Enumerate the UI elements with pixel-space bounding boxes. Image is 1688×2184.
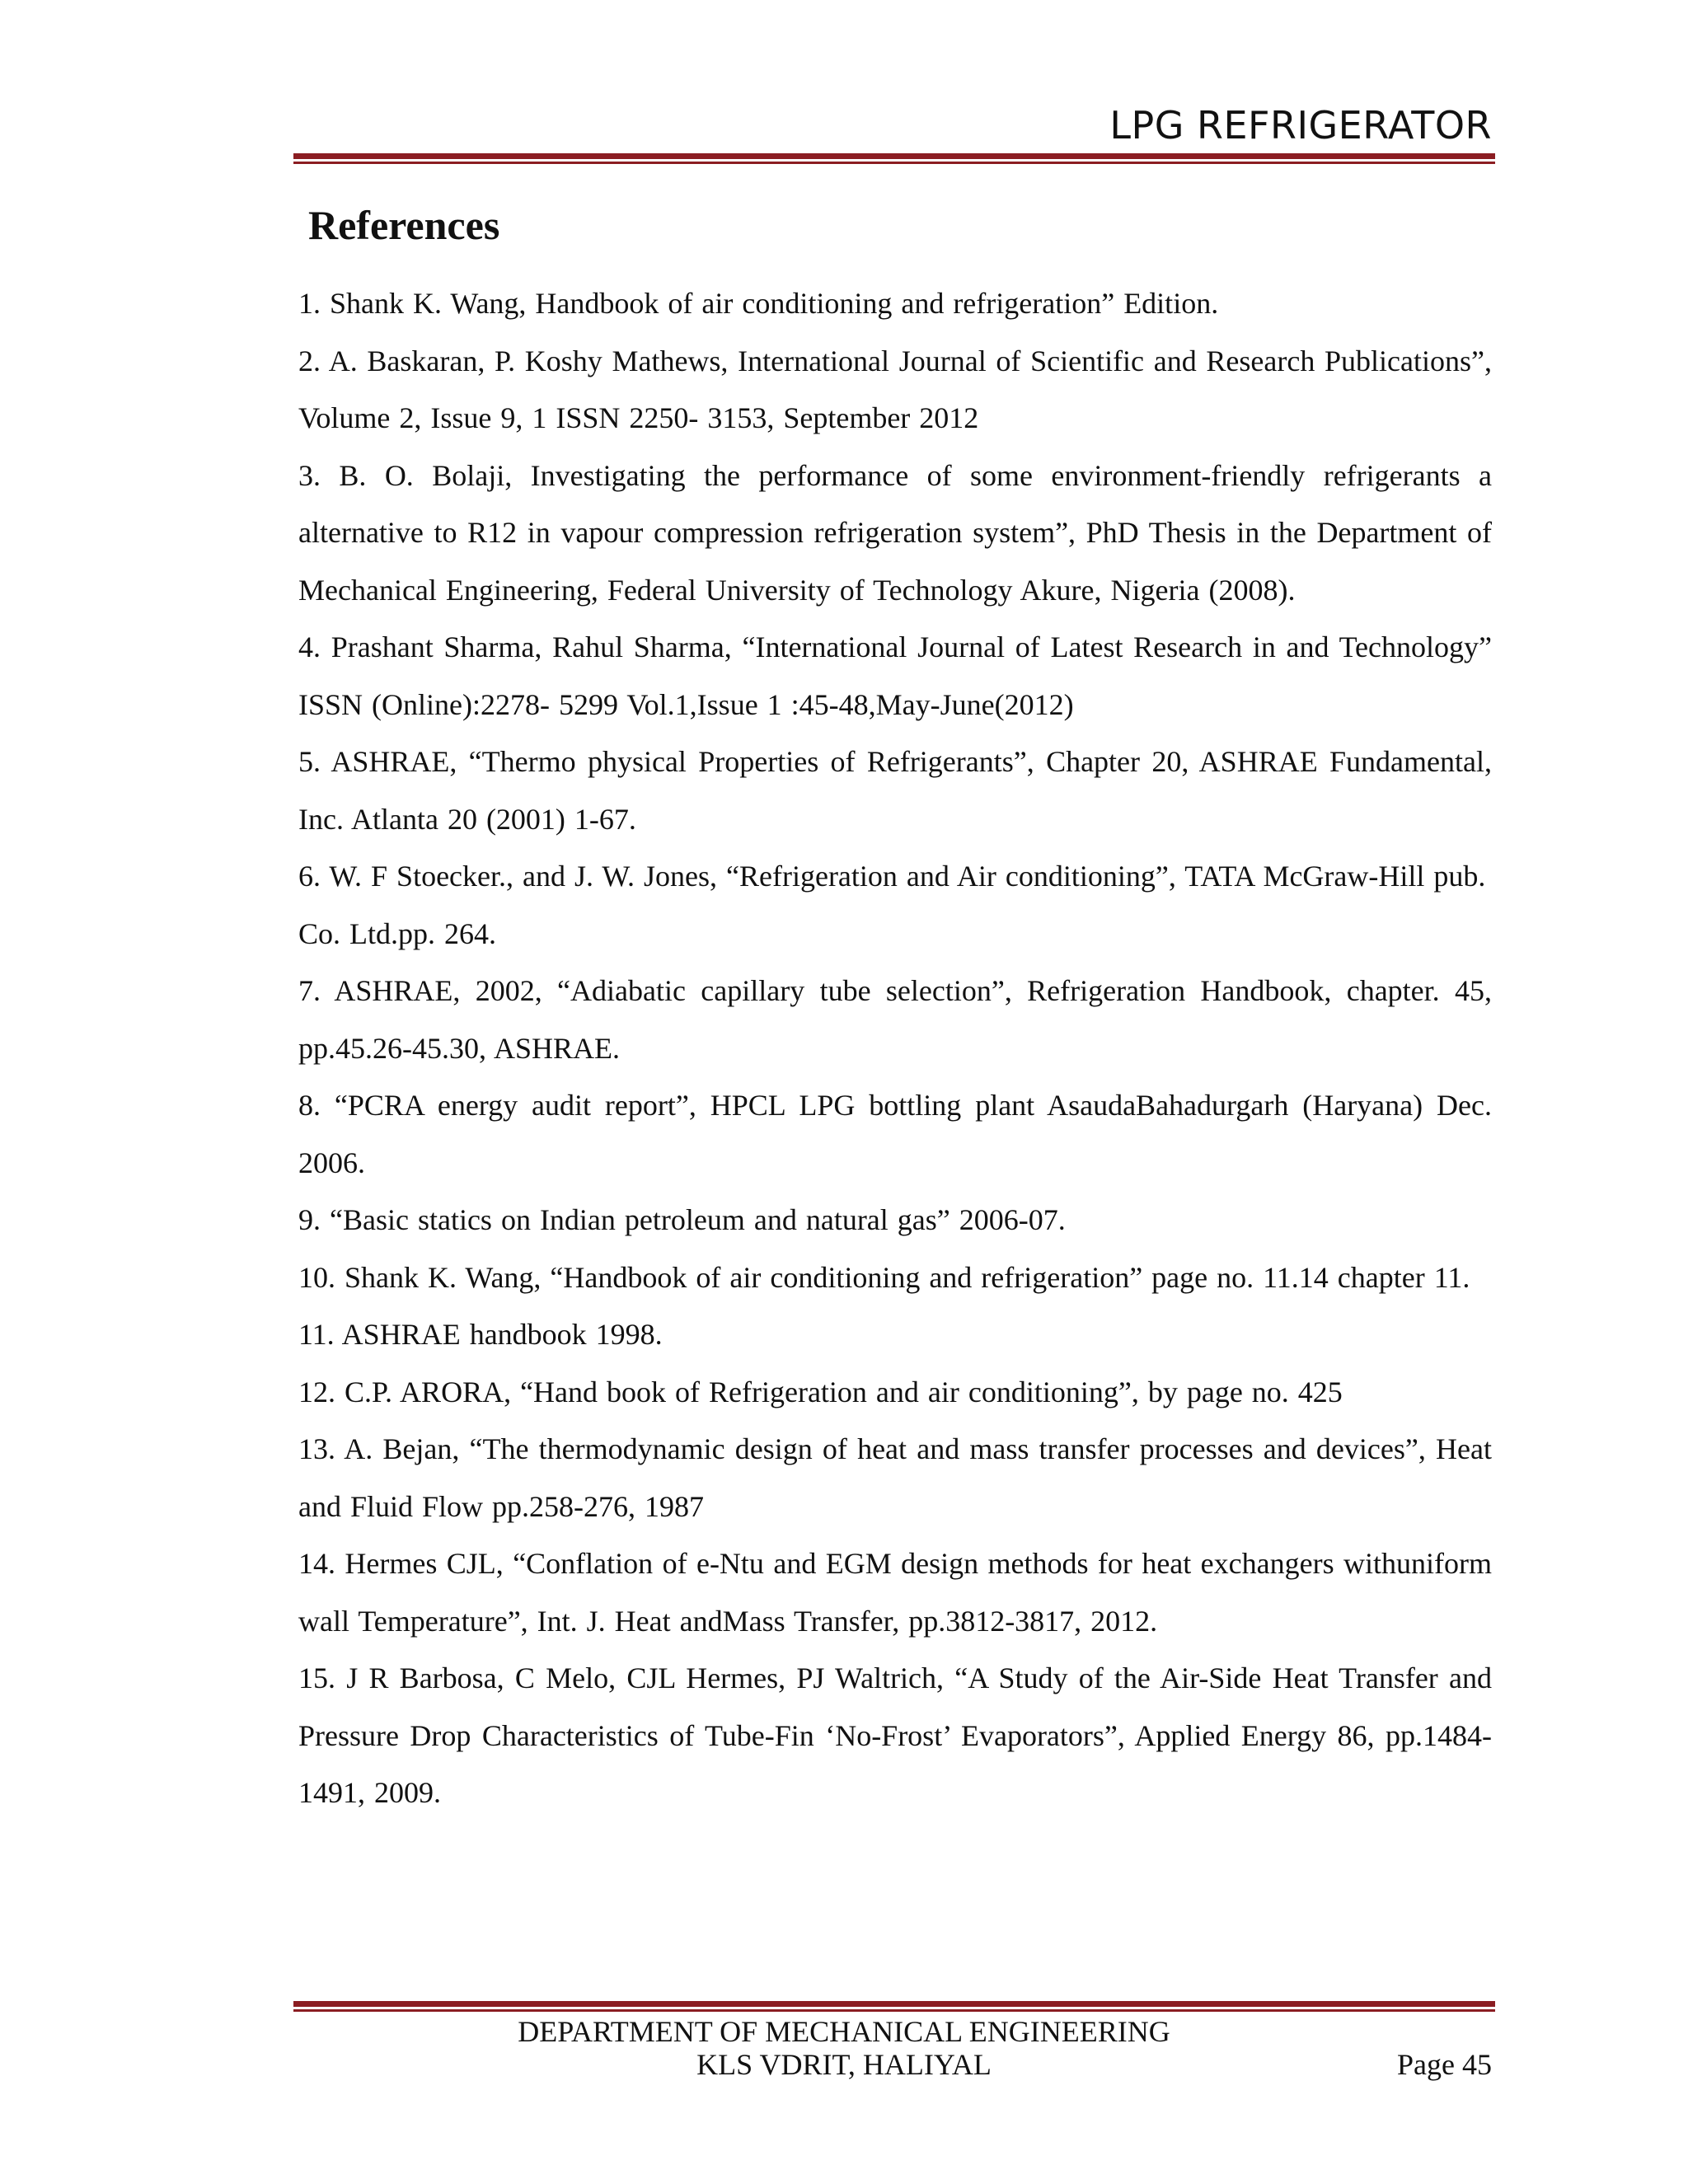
reference-item: 2. A. Baskaran, P. Koshy Mathews, International Journal of Scientific and Research Publications”, Volume 2, Issue 9, 1 ISSN 2250- 3153, September 2012	[298, 344, 1492, 434]
reference-item: 3. B. O. Bolaji, Investigating the performance of some environment-friendly refrigerants a alternative to R12 in vapour compression refrigeration system”, PhD Thesis in the Department of Mechanical Engineering, Federal University of Technology Akure, Nigeria (2008).	[298, 458, 1492, 607]
reference-item: 9. “Basic statics on Indian petroleum and natural gas” 2006-07.	[298, 1203, 1066, 1236]
reference-item: 7. ASHRAE, 2002, “Adiabatic capillary tube selection”, Refrigeration Handbook, chapter. 45, pp.45.26-45.30, ASHRAE.	[298, 974, 1492, 1065]
footer-rule	[293, 2001, 1495, 2012]
reference-item: 6. W. F Stoecker., and J. W. Jones, “Refrigeration and Air conditioning”, TATA McGraw-Hill pub.	[298, 860, 1486, 893]
reference-item: 15. J R Barbosa, C Melo, CJL Hermes, PJ Waltrich, “A Study of the Air-Side Heat Transfer and Pressure Drop Characteristics of Tube-Fin ‘No-Frost’ Evaporators”, Applied Energy 86, pp.1484-1491, 2009.	[298, 1661, 1492, 1809]
running-header-title: LPG REFRIGERATOR	[1109, 103, 1492, 148]
footer-department: DEPARTMENT OF MECHANICAL ENGINEERING	[518, 2015, 1170, 2048]
reference-item: 4. Prashant Sharma, Rahul Sharma, “International Journal of Latest Research in and Technology” ISSN (Online):2278- 5299 Vol.1,Issue 1 :45-48,May-June(2012)	[298, 630, 1492, 721]
reference-item: 11. ASHRAE handbook 1998.	[298, 1318, 663, 1351]
reference-item: 10. Shank K. Wang, “Handbook of air conditioning and refrigeration” page no. 11.14 chapter 11.	[298, 1260, 1470, 1294]
reference-item: Co. Ltd.pp. 264.	[298, 916, 497, 950]
section-title: References	[308, 202, 500, 248]
reference-item: 14. Hermes CJL, “Conflation of e-Ntu and EGM design methods for heat exchangers withuniform wall Temperature”, Int. J. Heat andMass Transfer, pp.3812-3817, 2012.	[298, 1547, 1492, 1638]
footer-college: KLS VDRIT, HALIYAL	[696, 2048, 992, 2081]
reference-item: 1. Shank K. Wang, Handbook of air conditioning and refrigeration” Edition.	[298, 287, 1219, 320]
reference-item: 13. A. Bejan, “The thermodynamic design of heat and mass transfer processes and devices”, Heat and Fluid Flow pp.258-276, 1987	[298, 1432, 1492, 1523]
reference-item: 12. C.P. ARORA, “Hand book of Refrigeration and air conditioning”, by page no. 425	[298, 1375, 1343, 1408]
reference-item: 8. “PCRA energy audit report”, HPCL LPG bottling plant AsaudaBahadurgarh (Haryana) Dec. 2006.	[298, 1089, 1492, 1179]
reference-item: 5. ASHRAE, “Thermo physical Properties of Refrigerants”, Chapter 20, ASHRAE Fundamental, Inc. Atlanta 20 (2001) 1-67.	[298, 745, 1492, 836]
reference-list	[298, 275, 1492, 1822]
header-rule	[293, 153, 1495, 164]
page-number: Page 45	[1397, 2048, 1492, 2081]
